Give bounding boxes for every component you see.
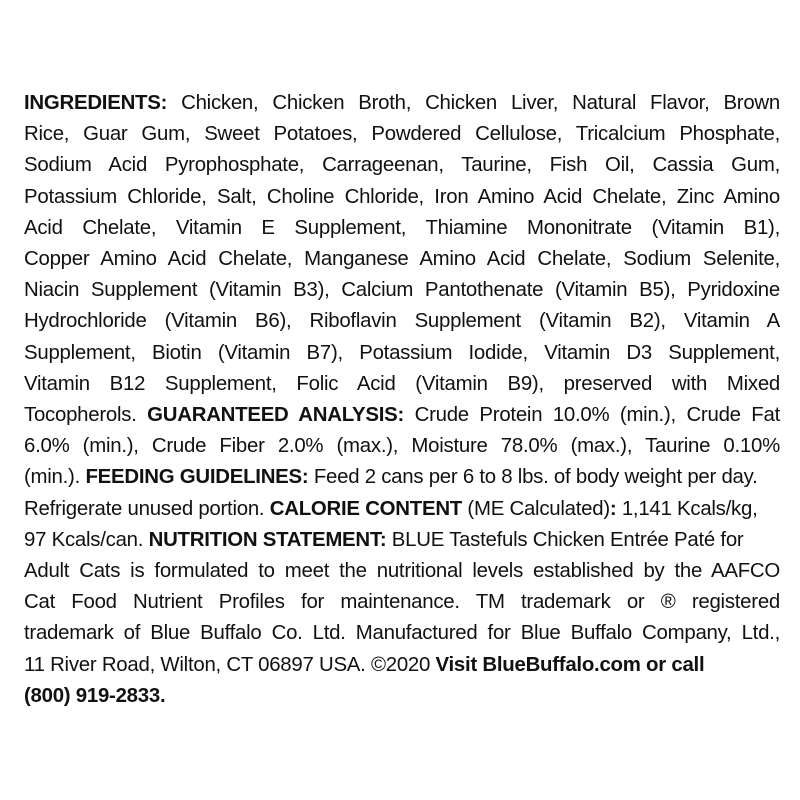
label-line: [24, 587, 780, 618]
ingredients-heading: INGREDIENTS:: [24, 92, 168, 114]
ingredients-text: Rice, Guar Gum, Sweet Potatoes, Powdered Cellulose, Tricalcium Phosphate,: [24, 123, 780, 146]
label-line: [24, 681, 780, 712]
ingredients-text: Niacin Supplement (Vitamin B3), Calcium Pantothenate (Vitamin B5), Pyridoxine: [24, 279, 780, 302]
label-line: [24, 400, 780, 431]
nutrition-statement-text: Cat Food Nutrient Profiles for maintenance. TM trademark or ® registered: [24, 591, 780, 614]
calorie-content-heading: CALORIE CONTENT: [269, 497, 463, 520]
label-line: [24, 182, 780, 213]
label-line: [24, 650, 780, 681]
label-line: [24, 275, 780, 306]
label-line: [24, 556, 780, 587]
ingredients-text: Acid Chelate, Vitamin E Supplement, Thiamine Mononitrate (Vitamin B1),: [24, 216, 780, 239]
nutrition-statement-text: trademark of Blue Buffalo Co. Ltd. Manufactured for Blue Buffalo Company, Ltd.,: [24, 622, 780, 645]
calorie-content-colon: :: [609, 497, 617, 520]
label-line: [24, 369, 780, 400]
label-line: [24, 88, 780, 119]
label-line: [24, 213, 780, 244]
website-call-to-action: Visit BlueBuffalo.com or call: [435, 653, 705, 676]
calorie-content-text: 1,141 Kcals/kg,: [621, 497, 758, 520]
calorie-content-text: 97 Kcals/can.: [24, 528, 144, 551]
nutrition-statement-text: BLUE Tastefuls Chicken Entrée Paté for: [391, 528, 744, 551]
label-line: [24, 494, 780, 525]
nutrition-statement-text: 11 River Road, Wilton, CT 06897 USA. ©2020: [24, 653, 431, 676]
label-line: [24, 525, 780, 556]
label-line: [24, 244, 780, 275]
label-line: [24, 119, 780, 150]
guaranteed-analysis-heading: GUARANTEED ANALYSIS:: [147, 404, 405, 427]
phone-number: (800) 919-2833.: [24, 684, 166, 707]
ingredients-text: Chicken, Chicken Broth, Chicken Liver, Natural Flavor, Brown: [181, 92, 780, 114]
feeding-guidelines-text: Feed 2 cans per 6 to 8 lbs. of body weight per day.: [313, 466, 758, 489]
ingredients-text: Vitamin B12 Supplement, Folic Acid (Vitamin B9), preserved with Mixed: [24, 372, 780, 395]
ingredients-text: Potassium Chloride, Salt, Choline Chloride, Iron Amino Acid Chelate, Zinc Amino: [24, 185, 780, 208]
label-line: [24, 618, 780, 649]
label-line: [24, 462, 780, 493]
feeding-guidelines-heading: FEEDING GUIDELINES:: [85, 466, 309, 489]
ingredient-label-panel: [24, 88, 780, 712]
ingredients-text: Tocopherols.: [24, 404, 137, 427]
guaranteed-analysis-text: 6.0% (min.), Crude Fiber 2.0% (max.), Moisture 78.0% (max.), Taurine 0.10%: [24, 435, 780, 458]
guaranteed-analysis-text: (min.).: [24, 466, 81, 489]
label-line: [24, 306, 780, 337]
nutrition-statement-heading: NUTRITION STATEMENT:: [148, 528, 387, 551]
calorie-content-method: (ME Calculated): [467, 497, 610, 520]
ingredients-text: Supplement, Biotin (Vitamin B7), Potassium Iodide, Vitamin D3 Supplement,: [24, 341, 780, 364]
label-line: [24, 338, 780, 369]
guaranteed-analysis-text: Crude Protein 10.0% (min.), Crude Fat: [414, 404, 780, 427]
ingredients-text: Copper Amino Acid Chelate, Manganese Amino Acid Chelate, Sodium Selenite,: [24, 248, 780, 271]
feeding-guidelines-text: Refrigerate unused portion.: [24, 497, 265, 520]
nutrition-statement-text: Adult Cats is formulated to meet the nutritional levels established by the AAFCO: [24, 560, 780, 583]
label-line: [24, 431, 780, 462]
ingredients-text: Hydrochloride (Vitamin B6), Riboflavin Supplement (Vitamin B2), Vitamin A: [24, 310, 780, 333]
ingredients-text: Sodium Acid Pyrophosphate, Carrageenan, Taurine, Fish Oil, Cassia Gum,: [24, 154, 780, 177]
label-line: [24, 150, 780, 181]
